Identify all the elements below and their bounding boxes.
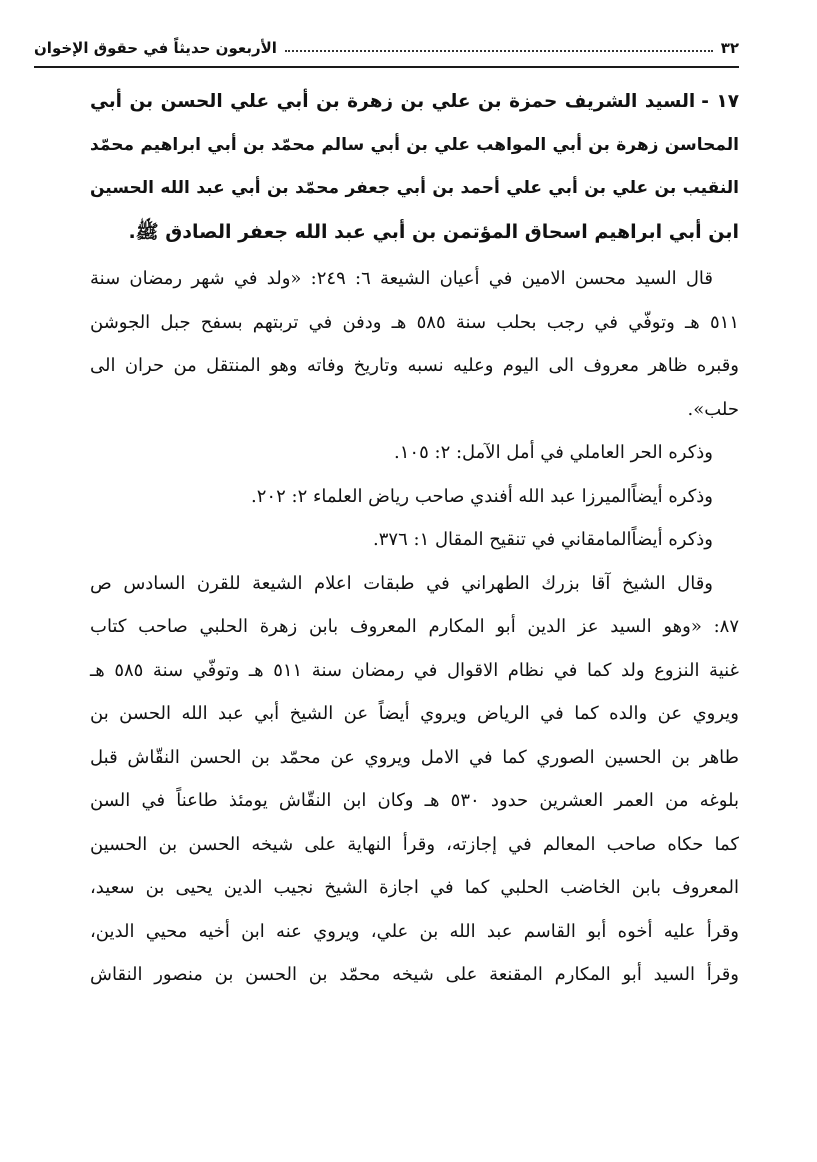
entry-number: ١٧ -: [701, 91, 739, 112]
text-line: بلوغه من العمر العشرين حدود ٥٣٠ هـ وكان ابن النقّاش يومئذ طاعناً في السن: [90, 790, 739, 811]
text-line: وذكره أيضاًالمامقاني في تنقيح المقال ١: ٣٧٦.: [373, 529, 713, 550]
heading-line: المحاسن زهرة بن أبي المواهب علي بن أبي سالم محمّد بن أبي ابراهيم محمّد: [90, 134, 739, 155]
paragraph-mamaqani: [90, 518, 739, 562]
text-line: غنية النزوع ولد كما في نظام الاقوال في رمضان سنة ٥١١ هـ وتوفّي سنة ٥٨٥ هـ: [90, 659, 739, 681]
text-line: كما حكاه صاحب المعالم في إجازته، وقرأ النهاية على شيخه الحسن بن الحسين: [90, 833, 739, 855]
text-line: وقبره ظاهر معروف الى اليوم وعليه نسبه وتاريخ وفاته وهو المنتقل من حران الى: [90, 355, 739, 376]
running-header: [34, 34, 739, 62]
heading-line: ابن أبي ابراهيم اسحاق المؤتمن بن أبي عبد الله جعفر الصادق ﷺ.: [128, 220, 739, 243]
page-number: ٣٢: [720, 39, 739, 57]
text-line: قال السيد محسن الامين في أعيان الشيعة ٦: ٢٤٩: «ولد في شهر رمضان سنة: [90, 268, 713, 289]
text-line: ٨٧: «وهو السيد عز الدين أبو المكارم المعروف بابن زهرة الحلبي صاحب كتاب: [90, 616, 739, 637]
entry-heading: [90, 80, 739, 254]
running-title: الأربعون حديثاً في حقوق الإخوان: [34, 39, 277, 57]
paragraph-amin-quote: [90, 257, 739, 431]
text-line: حلب».: [687, 398, 739, 420]
text-line: المعروف بابن الخاضب الحلبي كما في اجازة الشيخ نجيب الدين يحيى بن سعيد،: [90, 877, 739, 898]
paragraph-hurr-amili: [90, 431, 739, 475]
paragraph-afandi: [90, 475, 739, 519]
text-line: وقال الشيخ آقا بزرك الطهراني في طبقات اعلام الشيعة للقرن السادس ص: [90, 572, 713, 594]
text-line: ويروي عن والده كما في الرياض ويروي أيضاً عن الشيخ أبي عبد الله الحسن بن: [90, 703, 739, 724]
text-line: ٥١١ هـ وتوفّي في رجب بحلب سنة ٥٨٥ هـ ودفن في تربتهم بسفح جبل الجوشن: [90, 311, 739, 333]
paragraph-tehrani-quote: [90, 562, 739, 997]
header-dot-leader: [285, 50, 713, 52]
text-line: وذكره أيضاًالميرزا عبد الله أفندي صاحب رياض العلماء ٢: ٢٠٢.: [251, 485, 713, 507]
page-body: [90, 80, 739, 997]
heading-line: النقيب بن علي بن أبي علي أحمد بن أبي جعفر محمّد بن أبي عبد الله الحسين: [90, 178, 739, 198]
text-line: وذكره الحر العاملي في أمل الآمل: ٢: ١٠٥.: [394, 442, 713, 463]
text-line: وقرأ عليه أخوه أبو القاسم عبد الله بن علي، ويروي عنه ابن أخيه محيي الدين،: [90, 920, 739, 942]
header-rule: [34, 66, 739, 68]
text-line: وقرأ السيد أبو المكارم المقنعة على شيخه محمّد بن الحسن بن منصور النقاش: [90, 964, 739, 985]
heading-line: ١٧ -السيد الشريف حمزة بن علي بن زهرة بن أبي علي الحسن بن أبي: [90, 91, 739, 112]
text-line: طاهر بن الحسين الصوري كما في الامل ويروي عن محمّد بن الحسن النقّاش قبل: [90, 746, 739, 768]
